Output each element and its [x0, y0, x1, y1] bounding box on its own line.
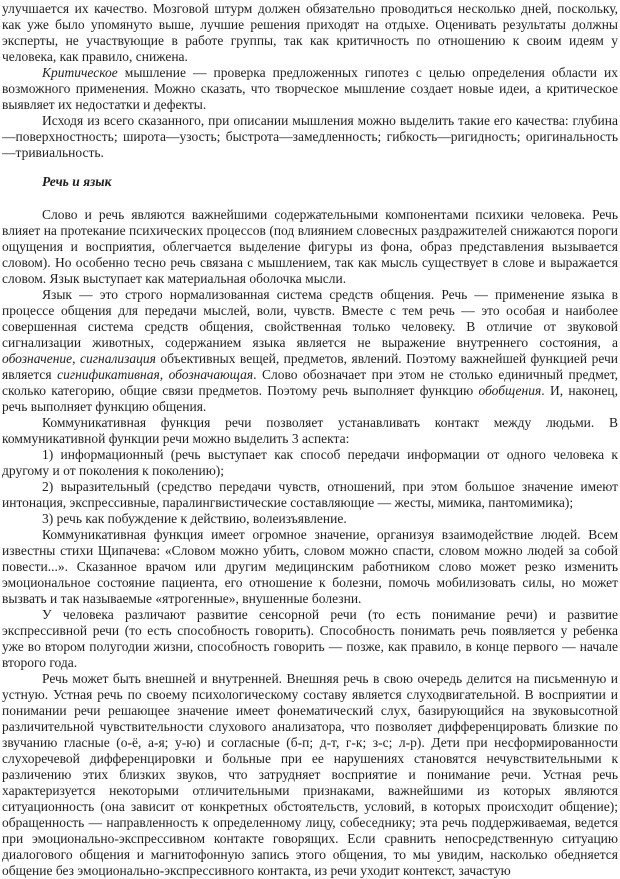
text-run: Речь может быть внешней и внутренней. Внешняя речь в свою очередь делится на письменную и устную. Устная речь по своему психологическому составу является слуходвигательной. В восприятии и понимании речи решающее значение имеет фонематический слух, базирующийся на звуковысотной различительной чувствительности слухового анализатора, что позволяет дифференцировать близкие по звучанию гласные (о-ё, а-я; у-ю) и согласные (б-п; д-т, г-к; з-с; л-р). Дети при несформированности слухоречевой дифференцировки и больные при ее нарушениях становятся нечувствительными к различению этих близких звуков, что затрудняет восприятие и понимание речи. Устная речь характеризуется некоторыми отличительными признаками, важнейшими из которых являются ситуационность (она зависит от конкретных обстоятельств, условий, в которых происходит общение); обращенность — направленность к определенному лицу, собеседнику; эта речь поддерживаемая, ведется при эмоционально-экспрессивном контакте говорящих. Если сравнить непосредственную ситуацию диалогового общения и магнитофонную запись этого общения, то мы увидим, насколько обедняется общение без эмоционально-экспрессивного контакта, из речи уходит контекст, зачастую	[2, 671, 618, 878]
text-run: улучшается их качество. Мозговой штурм должен обязательно проводиться несколько дней, поскольку, как уже было упомянуто выше, лучшие решения приходят на отдыхе. Оценивать результаты должны эксперты, не участвующие в работе группы, так как критичность по отношению к своим идеям у человека, как правило, снижена.	[2, 1, 618, 64]
paragraph	[2, 479, 618, 511]
paragraph	[2, 65, 618, 113]
text-run: . Слово обозначает при этом не столько единичный предмет, сколько категорию, общие связи предметов. Поэтому речь выполняет функцию	[2, 367, 618, 398]
emphasized-text: сигнализация	[79, 351, 156, 366]
page-text	[2, 1, 618, 879]
paragraph	[2, 527, 618, 607]
paragraph	[2, 607, 618, 671]
text-run: Речь и язык	[42, 174, 112, 189]
emphasized-text: обобщения	[478, 383, 542, 398]
text-run: У человека различают развитие сенсорной речи (то есть понимание речи) и развитие экспрессивной речи (то есть способность говорить). Способность понимать речь появляется у ребенка уже во втором полугодии жизни, способность говорить — позже, как правило, в конце первого — начале второго года.	[2, 607, 618, 670]
text-run: 2) выразительный (средство передачи чувств, отношений, при этом большое значение имеют интонация, экспрессивные, паралингвистические составляющие — жесты, мимика, пантомимика);	[2, 479, 618, 510]
text-run: 3) речь как побуждение к действию, волеизъявление.	[42, 511, 347, 526]
text-run: 1) информационный (речь выступает как способ передачи информации от одного человека к другому и от поколения к поколению);	[2, 447, 618, 478]
text-run: мышление — проверка предложенных гипотез с целью определения области их возможного применения. Можно сказать, что творческое мышление создает новые идеи, а критическое выявляет их недостатки и дефекты.	[2, 65, 618, 112]
paragraph	[2, 287, 618, 415]
paragraph	[2, 113, 618, 161]
text-run: Язык — это строго нормализованная система средств общения. Речь — применение языка в процессе общения для передачи мыслей, воли, чувств. Вместе с тем речь — это особая и наиболее совершенная система средств общения, свойственная только человеку. В отличие от звуковой сигнализации животных, содержанием языка является не выражение внутреннего состояния, а	[2, 287, 618, 350]
paragraph	[2, 1, 618, 65]
paragraph	[2, 511, 618, 527]
paragraph	[2, 415, 618, 447]
emphasized-text: обозначение	[2, 351, 73, 366]
text-run: . И, наконец, речь выполняет функцию общения.	[2, 383, 619, 414]
section-heading	[2, 174, 618, 190]
text-run: Коммуникативная функция речи позволяет устанавливать контакт между людьми. В коммуникативной функции речи можно выделить 3 аспекта:	[2, 415, 618, 446]
emphasized-text: Критическое	[42, 65, 118, 80]
text-run: Исходя из всего сказанного, при описании мышления можно выделить такие его качества: глубина—поверхностность; широта—узость; быстрота—замедленность; гибкость—ригидность; оригинальность—тривиальность.	[2, 113, 618, 160]
paragraph	[2, 447, 618, 479]
text-run: Коммуникативная функция имеет огромное значение, организуя взаимодействие людей. Всем известны стихи Щипачева: «Словом можно убить, словом можно спасти, словом можно людей за собой повести...». Сказанное врачом или другим медицинским работником слово может резко изменить эмоциональное состояние пациента, его отношение к болезни, помочь мобилизовать силы, но может вызвать и так называемые «ятрогенные», внушенные болезни.	[2, 527, 618, 606]
text-run: объективных вещей, предметов, явлений. Поэтому важнейшей функцией речи является	[2, 351, 618, 382]
paragraph	[2, 207, 618, 287]
emphasized-text: сигнификативная, обозначающая	[57, 367, 254, 382]
text-run: Слово и речь являются важнейшими содержательными компонентами психики человека. Речь влияет на протекание психических процессов (под влиянием словесных раздражителей снижаются пороги ощущения и восприятия, облегчается выделение фигуры из фона, образ представления вызывается словом). Но особенно тесно речь связана с мышлением, так как мысль существует в слове и выражается словом. Язык выступает как материальная оболочка мысли.	[2, 207, 618, 286]
text-run: ,	[72, 351, 80, 366]
paragraph	[2, 671, 618, 879]
